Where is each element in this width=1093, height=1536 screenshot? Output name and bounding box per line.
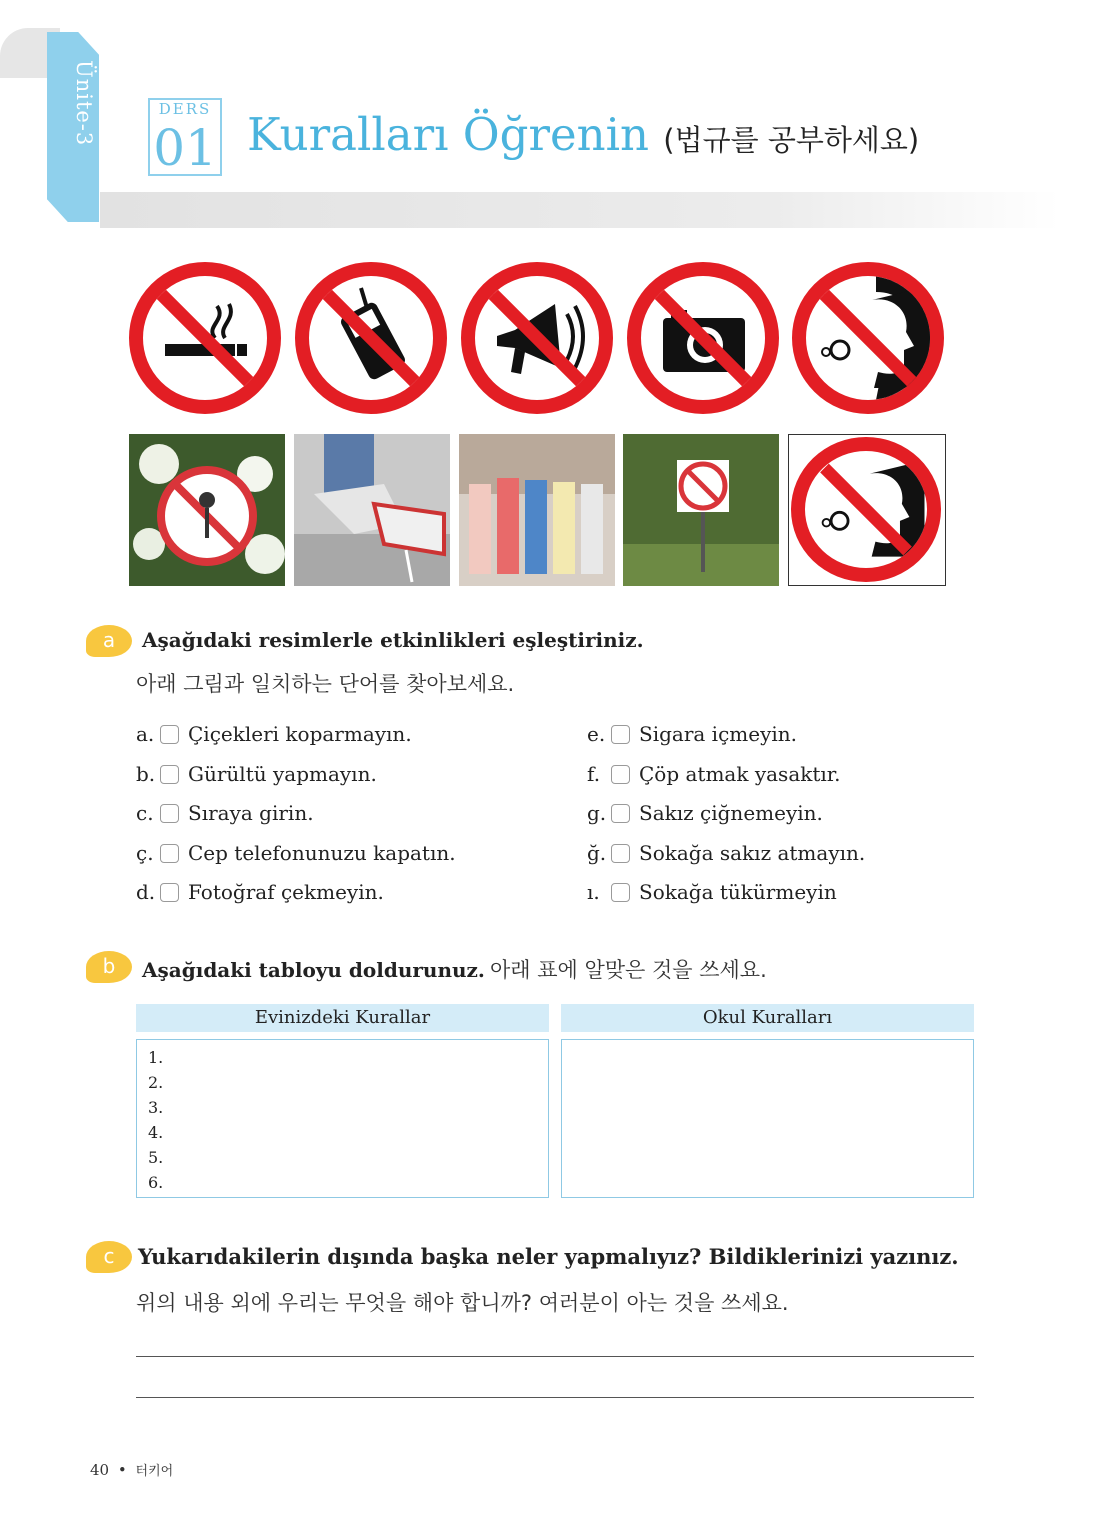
gum-on-shoe-photo [294,434,450,586]
section-a-badge: a [86,625,132,657]
item-letter: e. [587,722,606,746]
table-header-home-rules: Evinizdeki Kurallar [136,1004,549,1032]
item-text: Sakız çiğnemeyin. [639,801,823,825]
list-item [136,878,456,906]
section-b-badge: b [86,951,132,983]
checkbox[interactable] [160,725,179,744]
school-rules-box[interactable] [561,1039,974,1198]
item-letter: ı. [587,880,600,904]
section-c-instruction-ko: 위의 내용 외에 우리는 무엇을 해야 합니까? 여러분이 아는 것을 쓰세요. [136,1291,789,1315]
home-rules-box[interactable] [136,1039,549,1198]
match-list-right [587,720,865,906]
match-list-left [136,720,456,906]
numbered-list [148,1045,163,1195]
item-text: Fotoğraf çekmeyin. [188,880,384,904]
list-item [136,720,456,748]
item-letter: d. [136,880,156,904]
unit-label: Ünite-3 [72,60,96,147]
list-number: 2. [148,1073,164,1092]
section-b-instruction-ko: 아래 표에 알맞은 것을 쓰세요. [489,958,767,982]
item-letter: g. [587,801,607,825]
no-smoking-icon [129,262,281,414]
list-number: 5. [148,1148,164,1167]
item-text: Gürültü yapmayın. [188,761,377,786]
no-spitting-frame [788,434,946,586]
section-b-instruction-line [142,954,767,984]
ders-word: DERS [158,100,212,118]
item-letter: b. [136,761,156,786]
page-footer [90,1460,173,1479]
list-item [587,720,865,748]
checkbox[interactable] [611,844,630,863]
page-number: 40 [90,1461,110,1479]
item-letter: ç. [136,840,154,865]
section-a-instruction: Aşağıdaki resimlerle etkinlikleri eşleştiriniz. [142,628,644,652]
list-item [587,760,865,788]
list-number: 4. [148,1123,164,1142]
list-number: 3. [148,1098,164,1117]
no-spitting-icon [792,262,944,414]
item-text: Sıraya girin. [188,801,314,825]
checkbox[interactable] [160,765,179,784]
lesson-title-text: Kuralları Öğrenin [247,108,649,161]
no-littering-sign-photo [623,434,779,586]
item-text: Çöp atmak yasaktır. [639,761,841,786]
checkbox[interactable] [160,883,179,902]
list-item [136,839,456,867]
item-text: Sokağa tükürmeyin [639,880,837,904]
item-letter: c. [136,801,154,825]
checkbox[interactable] [160,844,179,863]
section-b-instruction: Aşağıdaki tabloyu doldurunuz. [142,958,485,982]
checkbox[interactable] [611,765,630,784]
answer-line-1[interactable] [136,1356,974,1357]
list-item [587,878,865,906]
list-item [136,799,456,827]
footer-subject: 터키어 [135,1464,174,1479]
people-in-line-photo [459,434,615,586]
item-letter: f. [587,761,601,786]
list-item [136,760,456,788]
list-item [587,799,865,827]
lesson-subtitle: (법규를 공부하세요) [663,123,920,157]
section-c-badge: c [86,1241,132,1273]
list-number: 6. [148,1173,164,1192]
ders-number: 01 [153,119,217,177]
no-spitting-icon [791,437,941,582]
checkbox[interactable] [611,725,630,744]
no-noise-icon [461,262,613,414]
checkbox[interactable] [611,883,630,902]
answer-line-2[interactable] [136,1397,974,1398]
item-text: Cep telefonunuzu kapatın. [188,840,456,865]
footer-bullet: • [117,1461,127,1479]
item-text: Sigara içmeyin. [639,722,797,746]
section-c-instruction: Yukarıdakilerin dışında başka neler yapmalıyız? Bildiklerinizi yazınız. [138,1244,959,1269]
lesson-title [247,108,919,168]
no-picking-flowers-photo [129,434,285,586]
item-text: Sokağa sakız atmayın. [639,840,866,865]
item-letter: ğ. [587,840,607,865]
no-phone-icon [295,262,447,414]
checkbox[interactable] [160,804,179,823]
list-number: 1. [148,1048,164,1067]
table-header-school-rules: Okul Kuralları [561,1004,974,1032]
title-underband [100,192,1060,228]
checkbox[interactable] [611,804,630,823]
item-text: Çiçekleri koparmayın. [188,722,412,746]
section-a-instruction-ko: 아래 그림과 일치하는 단어를 찾아보세요. [136,672,515,696]
list-item [587,839,865,867]
item-letter: a. [136,722,155,746]
no-camera-icon [627,262,779,414]
